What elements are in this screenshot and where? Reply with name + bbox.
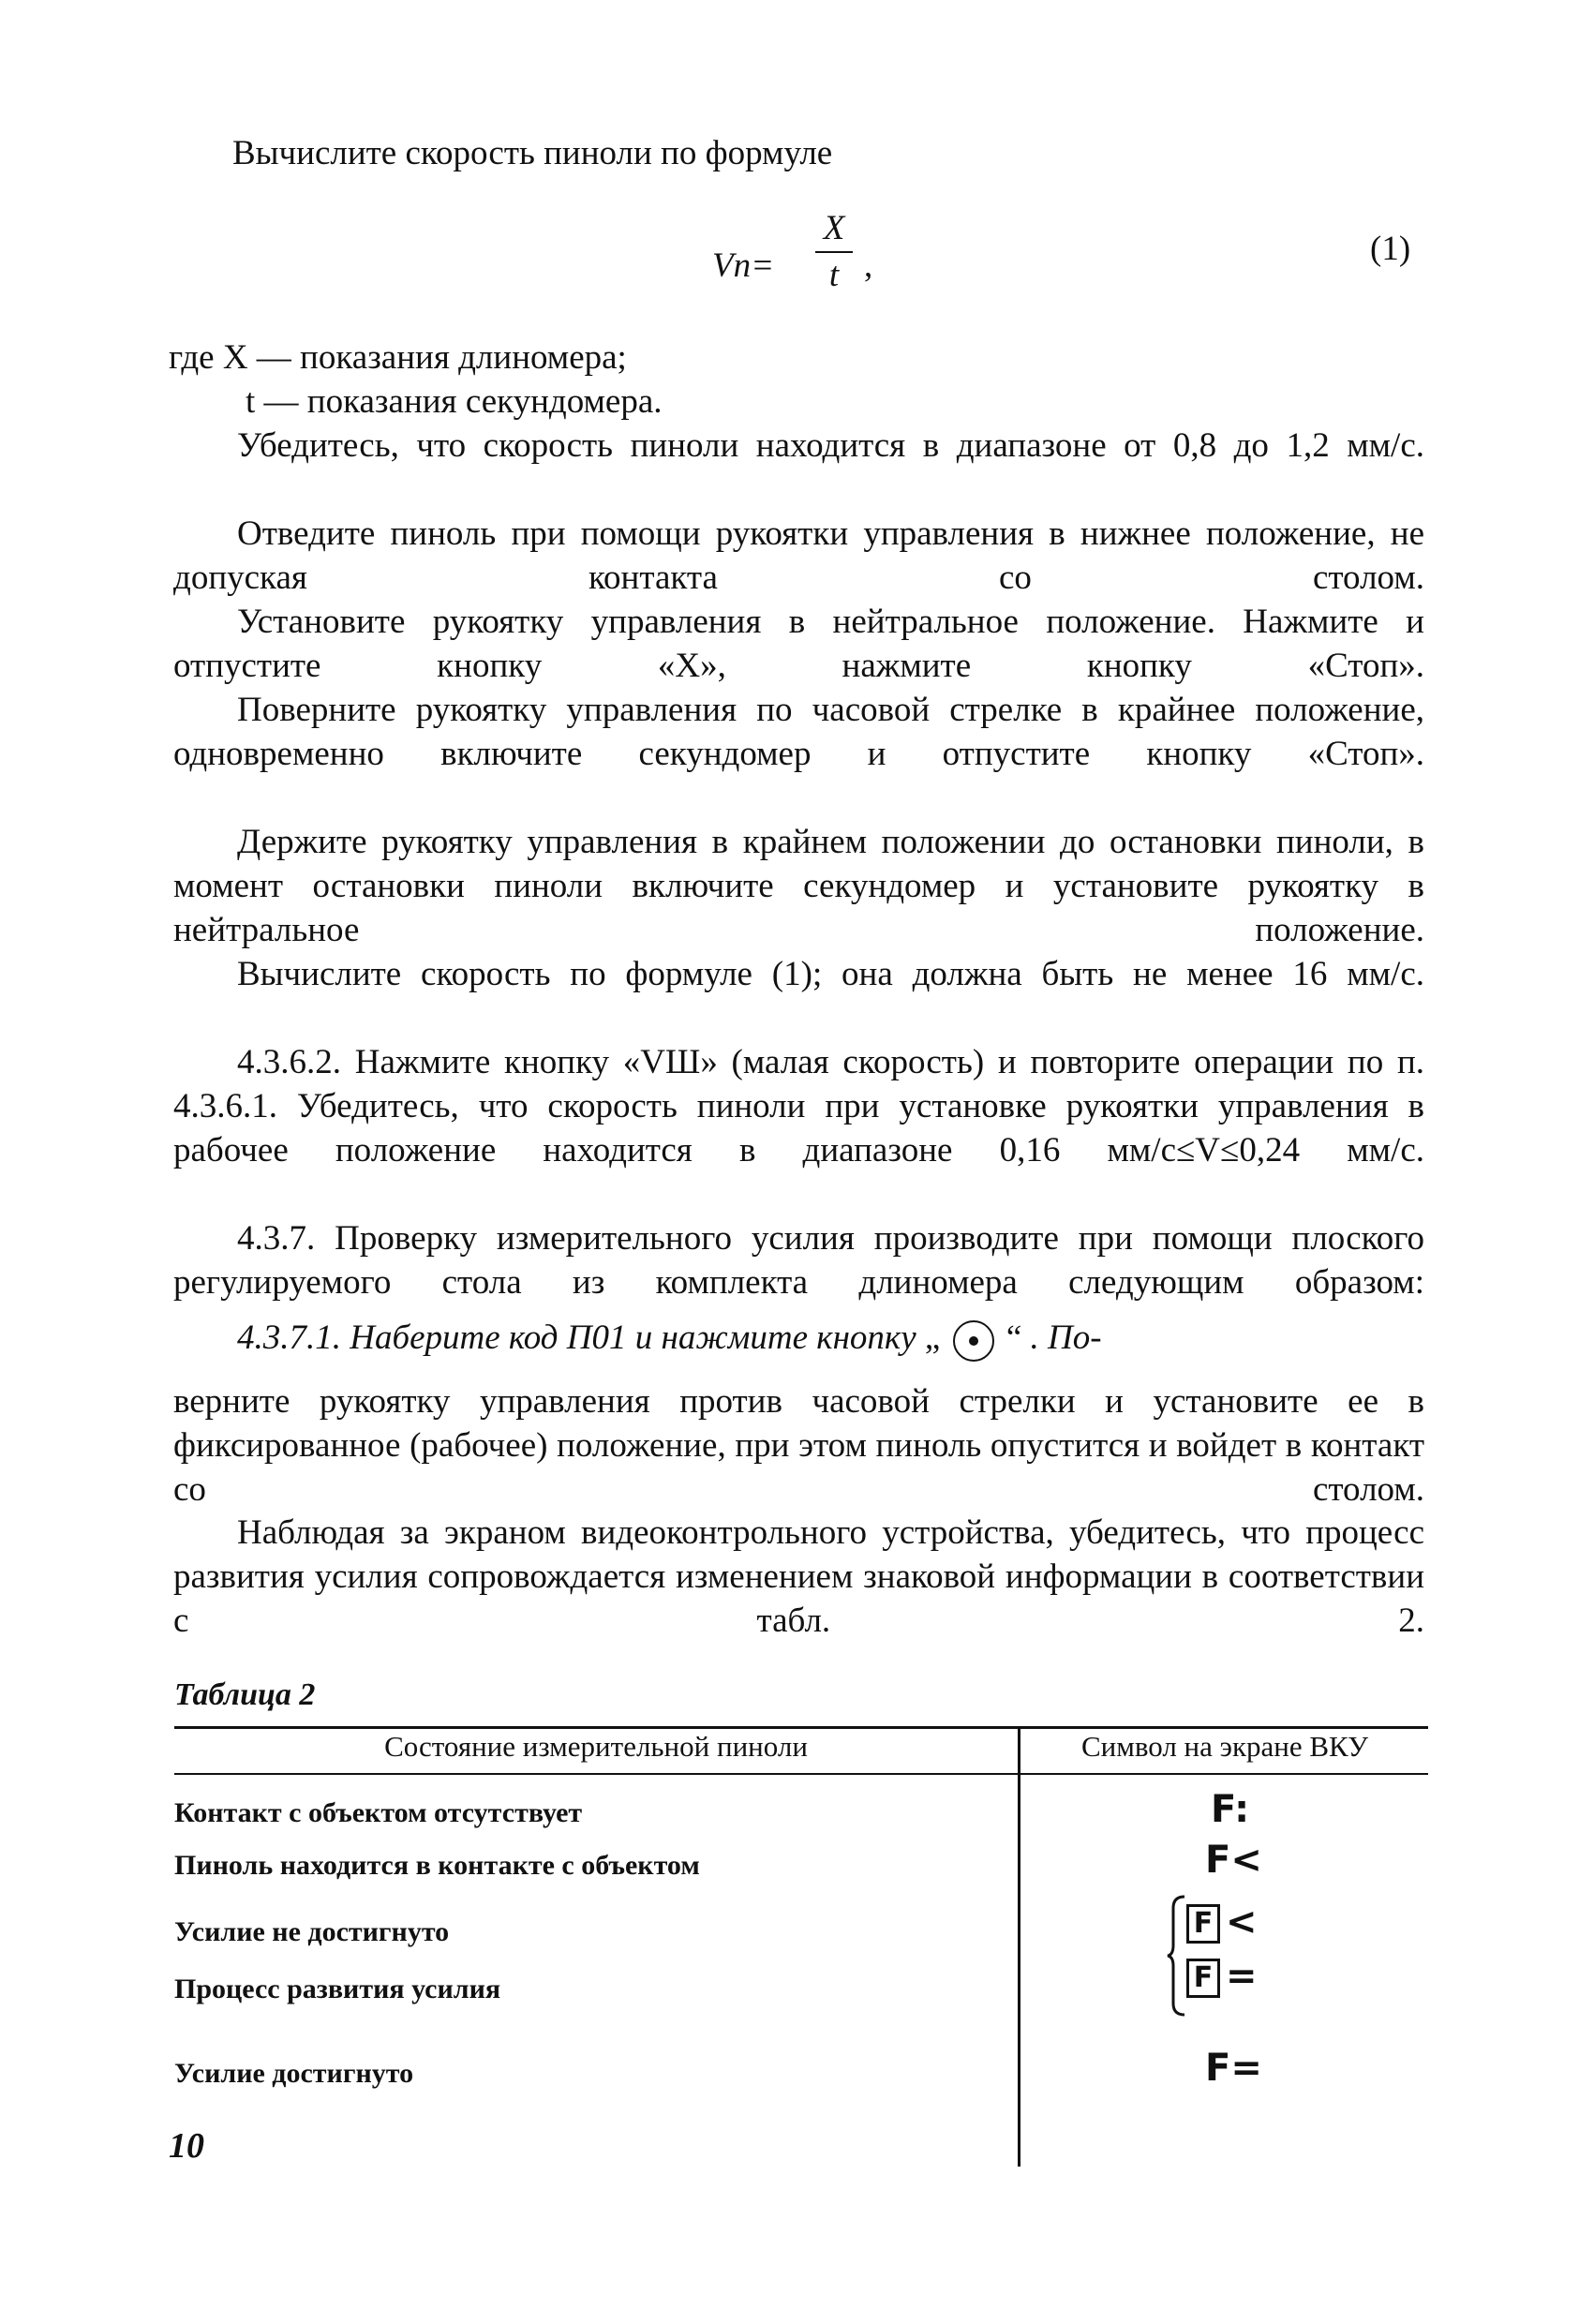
table-row-state: Контакт с объектом отсутствует [174,1797,583,1828]
fraction-bar [815,251,853,253]
brace-icon [1166,1895,1188,2017]
table-caption: Таблица 2 [174,1677,316,1712]
table-column-divider [1018,1726,1020,2167]
table-header-symbol: Символ на экране ВКУ [1080,1730,1369,1763]
circle-dot-button-icon [953,1320,994,1362]
table-row-symbol [1186,1955,1258,1998]
close-quote: “ [1006,1318,1022,1357]
table-row-state: Процесс развития усилия [174,1974,501,2004]
equation-number: (1) [1370,230,1411,268]
boxed-f-icon: F [1186,1904,1220,1944]
formula-lhs: Vп= [712,246,775,285]
formula-denominator: t [828,256,840,294]
p4371-part2: . По- [1030,1318,1102,1357]
paragraph-turn-handle: Поверните рукоятку управления по часовой стрелке в крайнее положение, одновременно включите секундомер и отпустите кнопку «Стоп». [173,691,1424,773]
table-row-state: Пиноль находится в контакте с объектом [174,1850,700,1881]
paragraph-4-3-7-1-first-line [237,1316,1102,1362]
paragraph-retract-quill: Отведите пиноль при помощи рукоятки управления в нижнее положение, не допуская контакта со столом. [173,514,1424,597]
boxed-f-icon: F [1186,1959,1220,1998]
table-row-symbol [1186,1900,1258,1944]
formula-fraction [815,208,853,296]
paragraph-speed-range: Убедитесь, что скорость пиноли находится в диапазоне от 0,8 до 1,2 мм/с. [237,426,1424,465]
table-header-state: Состояние измерительной пиноли [384,1730,808,1763]
symbol-sign: = [1226,1955,1258,1998]
formula-numerator: X [823,209,845,247]
paragraph-neutral-position: Установите рукоятку управления в нейтральное положение. Нажмите и отпустите кнопку «X», нажмите кнопку «Стоп». [173,603,1424,685]
formula-comma: , [864,246,873,285]
table-header-rule [174,1773,1428,1775]
where-line-1: где X — показания длиномера; [169,338,627,377]
table-row-state: Усилие достигнуто [174,2058,414,2089]
table-row-state: Усилие не достигнуто [174,1916,450,1947]
paragraph-observe-screen: Наблюдая за экраном видеоконтрольного устройства, убедитесь, что процесс развития усилия сопровождается изменением знаковой информации в соответствии с табл. 2. [173,1513,1424,1640]
p4371-part1: 4.3.7.1. Наберите код П01 и нажмите кнопку [237,1318,916,1357]
table-row-symbol: F< [1205,1839,1262,1882]
symbol-sign: < [1226,1900,1258,1944]
table-row-symbol: F= [1205,2047,1262,2090]
intro-line: Вычислите скорость пиноли по формуле [232,134,833,172]
table-row-symbol: F: [1211,1788,1250,1831]
page-number: 10 [169,2126,204,2166]
paragraph-4-3-7: 4.3.7. Проверку измерительного усилия производите при помощи плоского регулируемого стола из комплекта длиномера следующим образом: [173,1219,1424,1302]
paragraph-hold-handle: Держите рукоятку управления в крайнем положении до остановки пиноли, в момент остановки пиноли включите секундомер и установите рукоятку в нейтральное положение. [173,823,1424,949]
paragraph-4-3-7-1-rest: верните рукоятку управления против часовой стрелки и установите ее в фиксированное (рабочее) положение, при этом пиноль опустится и войдет в контакт со столом. [173,1382,1424,1509]
paragraph-compute-speed: Вычислите скорость по формуле (1); она должна быть не менее 16 мм/с. [237,955,1424,993]
paragraph-4-3-6-2: 4.3.6.2. Нажмите кнопку «VШ» (малая скорость) и повторите операции по п. 4.3.6.1. Убедитесь, что скорость пиноли при установке рукоятки управления в рабочее положение находится в диапазоне 0,16 мм/с≤V≤0,24 мм/с. [173,1043,1424,1169]
open-quote: „ [924,1318,941,1357]
where-line-2: t — показания секундомера. [246,382,663,421]
table-top-rule [174,1726,1428,1729]
